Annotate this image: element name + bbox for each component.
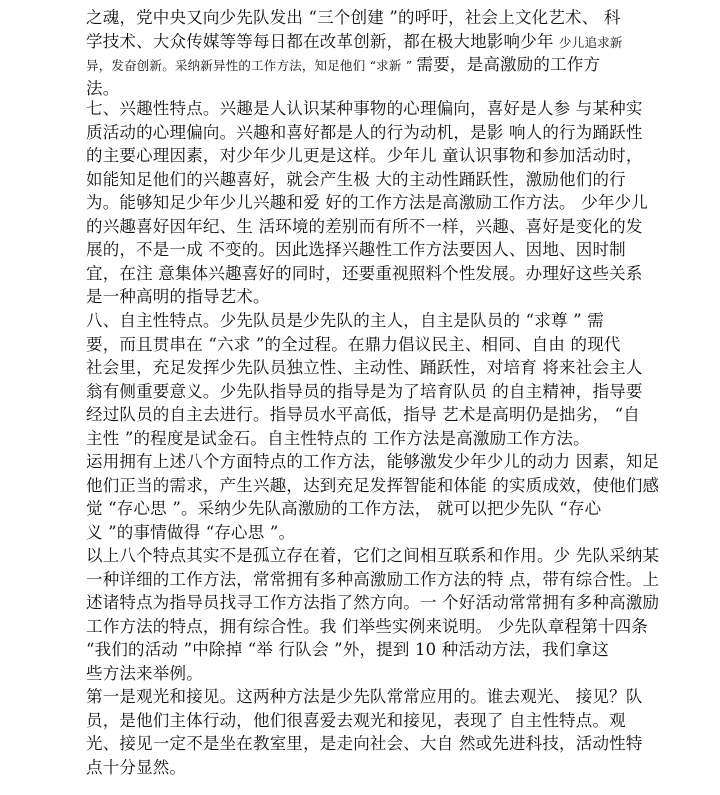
paragraph-interrelated-traits <box>86 544 686 685</box>
text-line: 为。能够知足少年少儿兴趣和爱 好的工作方法是高激励工作方法。 少年少儿 <box>86 193 648 212</box>
text-line: 七、兴趣性特点。兴趣是人认识某种事物的心理偏向，喜好是人参 与某种实 <box>86 99 643 118</box>
small-text: 少儿追求新 <box>559 34 623 50</box>
text-line: 义 ”的事情做得 “存心思 ”。 <box>86 522 296 542</box>
paragraph-autonomy-trait <box>86 309 686 450</box>
text-line: 之魂，党中央又向少先队发出 “三个创建 ”的呼吁，社会上文化艺术、 科 <box>86 8 621 27</box>
text-line: 的主要心理因素，对少年少儿更是这样。少年儿 童认识事物和参加活动时， <box>86 146 643 165</box>
paragraph-visits-interviews <box>86 685 686 779</box>
text-line <box>86 30 686 54</box>
text-line: 一种详细的工作方法，常常拥有多种高激励工作方法的特 点，带有综合性。上 <box>86 569 660 589</box>
text-line: 法。 <box>86 78 120 98</box>
text-line: 展的，不是一成 不变的。因此选择兴趣性工作方法要因人、因地、因时制 <box>86 240 626 259</box>
small-text: 异，发奋创新。采纳新异性的工作方法，知足他们 “求新 ” <box>86 58 417 73</box>
text-line: 的兴趣喜好因年纪、生 活环境的差别而有所不一样，兴趣、喜好是变化的发 <box>86 216 643 236</box>
text-line: 运用拥有上述八个方面特点的工作方法，能够激发少年少儿的动力 因素，知足 <box>86 452 660 471</box>
text-segment: 异，发奋创新。采纳新异性的工作方法，知足他们 “求新 ” 需要，是高激励的工作方 <box>86 55 601 74</box>
text-line: 工作方法的特点，拥有综合性。我 们举些实例来说明。 少先队章程第十四条 <box>86 616 648 636</box>
text-line: 光、接见一定不是坐在教室里，是走向社会、大自 然或先进科技，活动性特 <box>86 734 643 753</box>
paragraph-applying-methods <box>86 450 686 544</box>
text-line: 社会里，充足发挥少先队员独立性、主动性、踊跃性，对培育 将来社会主人 <box>86 358 643 377</box>
text-line: 经过队员的自主去进行。指导员水平高低，指导 艺术是高明仍是拙劣， “自 <box>86 405 640 424</box>
text-line: 觉 “存心思 ”。采纳少先队高激励的工作方法， 就可以把少先队 “存心 <box>86 499 602 518</box>
text-line: 第一是观光和接见。这两种方法是少先队常常应用的。谁去观光、 接见？队 <box>86 687 643 706</box>
text-line: 质活动的心理偏向。兴趣和喜好都是人的行为动机，是影 响人的行为踊跃性 <box>86 122 643 142</box>
text-line: 翁有侧重要意义。少先队指导员的指导是为了培育队员 的自主精神，指导要 <box>86 381 643 401</box>
text-line <box>86 53 686 77</box>
paragraph-interest-trait <box>86 97 686 309</box>
paragraph-innovation-continued <box>86 6 686 100</box>
text-line: 述诸特点为指导员找寻工作方法指了然方向。一 个好活动常常拥有多种高激励 <box>86 593 660 612</box>
text-line: 主性 ”的程度是试金石。自主性特点的 工作方法是高激励工作方法。 <box>86 428 590 448</box>
text-line: 是一种高明的指导艺术。 <box>86 287 270 306</box>
text-line: 要，而且贯串在 “六求 ”的全过程。在鼎力倡议民主、相同、自由 的现代 <box>86 334 621 354</box>
text-segment: 学技术、大众传媒等等每日都在改革创新，都在极大地影响少年 少儿追求新 <box>86 31 623 51</box>
text-line: 如能知足他们的兴趣喜好，就会产生极 大的主动性踊跃性，激励他们的行 <box>86 169 626 189</box>
text-line: 以上八个特点其实不是孤立存在着，它们之间相互联系和作用。少 先队采纳某 <box>86 546 660 565</box>
text-line: 宜，在注 意集体兴趣喜好的同时，还要重视照料个性发展。办理好这些关系 <box>86 263 643 283</box>
text-line: 些方法来举例。 <box>86 663 203 683</box>
text-line: 员，是他们主体行动，他们很喜爱去观光和接见，表现了 自主性特点。观 <box>86 710 626 730</box>
text-line: “我们的活动 ”中除掉 “举 行队会 ”外，提到 10 种活动方法，我们拿这 <box>86 640 609 659</box>
text-line: 点十分显然。 <box>86 757 187 777</box>
text-line: 他们正当的需求，产生兴趣，达到充足发挥智能和体能 的实质成效，使他们感 <box>86 475 660 495</box>
text-line: 八、自主性特点。少先队员是少先队的主人，自主是队员的 “求尊 ” 需 <box>86 311 604 330</box>
